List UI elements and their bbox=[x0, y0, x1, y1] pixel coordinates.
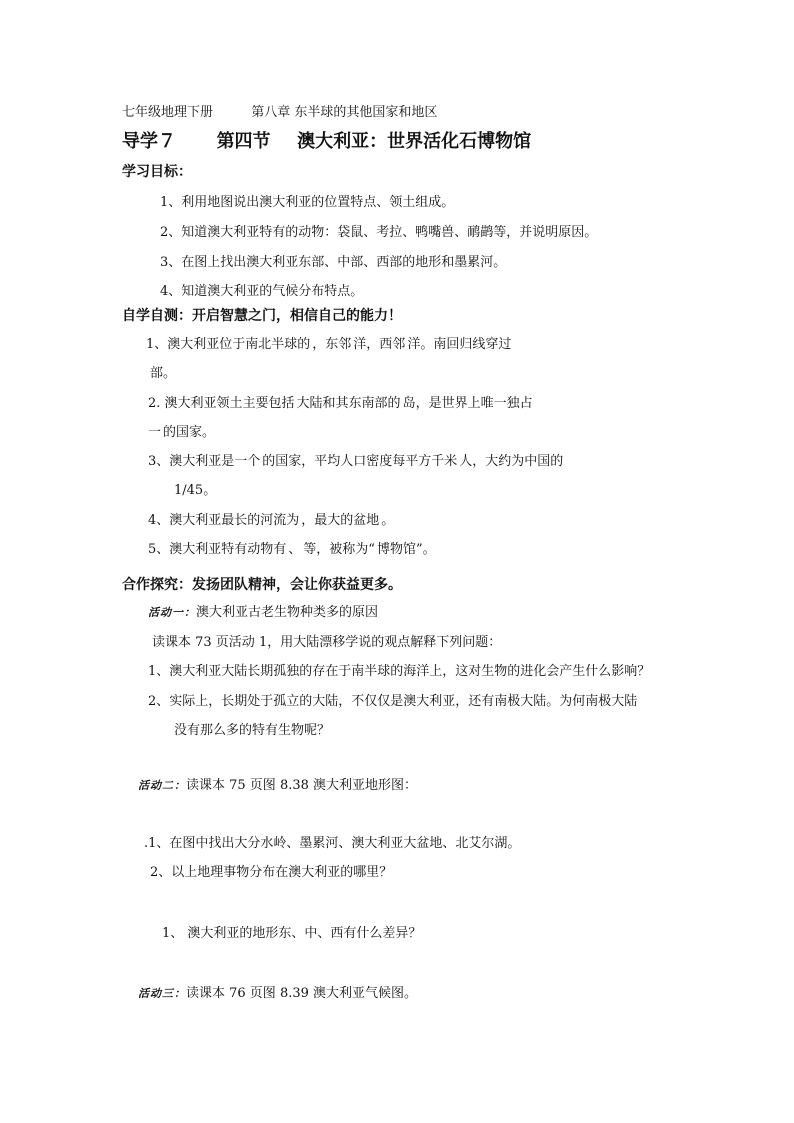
goals-heading: 学习目标： bbox=[122, 164, 192, 180]
activity-2-q3: 1、 澳大利亚的地形东、中、西有什么差异？ bbox=[162, 926, 422, 941]
q3-text-c: 人，大约为中国的 bbox=[459, 454, 564, 469]
selftest-q2-line1 bbox=[148, 395, 533, 415]
selftest-q2-line2 bbox=[148, 424, 215, 444]
q1-text-e: 部。 bbox=[150, 366, 177, 381]
q3-text-b: 的国家，平均人口密度每平方千米 bbox=[262, 454, 458, 469]
q1-text-b: ，东邻 bbox=[312, 337, 352, 352]
q4-text-c: 。 bbox=[381, 513, 395, 528]
activity-3-tag: 活动三： bbox=[138, 987, 186, 1000]
activity-1-title: 澳大利亚古老生物种类多的原因 bbox=[196, 605, 379, 620]
header-line bbox=[122, 104, 437, 122]
title-topic: 澳大利亚：世界活化石博物馆 bbox=[297, 131, 532, 152]
q5-text-d: 博物馆”。 bbox=[376, 542, 436, 557]
goal-item-1: 1、利用地图说出澳大利亚的位置特点、领土组成。 bbox=[160, 195, 455, 210]
activity-2-q2: 2、以上地理事物分布在澳大利亚的哪里？ bbox=[150, 865, 393, 880]
goal-item-2: 2、知道澳大利亚特有的动物：袋鼠、考拉、鸭嘴兽、鸸鹋等，并说明原因。 bbox=[160, 225, 598, 240]
goal-item-3: 3、在图上找出澳大利亚东部、中部、西部的地形和墨累河。 bbox=[160, 255, 507, 270]
selftest-q4 bbox=[148, 512, 394, 532]
q1-text-c: 洋，西邻 bbox=[353, 337, 406, 352]
coop-heading: 合作探究：发扬团队精神，会让你获益更多。 bbox=[122, 577, 402, 593]
page-title bbox=[122, 130, 531, 154]
activity-3-title: 读课本 76 页图 8.39 澳大利亚气候图。 bbox=[186, 986, 418, 1001]
goal-item-4: 4、知道澳大利亚的气候分布特点。 bbox=[160, 284, 364, 299]
header-chapter: 第八章 东半球的其他国家和地区 bbox=[251, 105, 438, 120]
selftest-q1-line2 bbox=[148, 365, 176, 385]
activity-2-q1: .1、在图中找出大分水岭、墨累河、澳大利亚大盆地、北艾尔湖。 bbox=[144, 836, 521, 851]
activity-1-tag: 活动一： bbox=[148, 606, 196, 619]
q1-text-d: 洋。南回归线穿过 bbox=[407, 337, 512, 352]
activity-2-title: 读课本 75 页图 8.38 澳大利亚地形图： bbox=[186, 778, 418, 793]
q2-text-d: 一 bbox=[148, 425, 162, 440]
selftest-q3-line2: 1/45。 bbox=[174, 483, 217, 498]
activity-2-header bbox=[138, 777, 417, 795]
q5-text-b: 、 bbox=[288, 542, 302, 557]
q2-text-b: 大陆和其东南部的 bbox=[296, 396, 401, 411]
q4-text-a: 4、澳大利亚最长的河流为 bbox=[148, 513, 300, 528]
selftest-q1-line1 bbox=[146, 336, 511, 356]
activity-1-q1: 1、澳大利亚大陆长期孤独的存在于南半球的海洋上，这对生物的进化会产生什么影响？ bbox=[148, 664, 651, 679]
activity-1-intro: 读课本 73 页活动 1，用大陆漂移学说的观点解释下列问题： bbox=[152, 635, 502, 650]
activity-2-tag: 活动二： bbox=[138, 779, 186, 792]
q1-text-a: 1、澳大利亚位于南北半球的 bbox=[146, 337, 311, 352]
q2-text-a: 2. 澳大利亚领土主要包括 bbox=[148, 396, 295, 411]
q5-text-c: 等，被称为“ bbox=[303, 542, 375, 557]
q4-text-b: ，最大的盆地 bbox=[301, 513, 380, 528]
q2-text-c: 岛，是世界上唯一独占 bbox=[402, 396, 533, 411]
selftest-q3-line1 bbox=[148, 453, 563, 473]
q5-text-a: 5、澳大利亚特有动物有 bbox=[148, 542, 287, 557]
activity-3-header bbox=[138, 985, 417, 1003]
header-grade: 七年级地理下册 bbox=[122, 105, 214, 120]
q2-text-e: 的国家。 bbox=[163, 425, 216, 440]
title-section: 第四节 bbox=[216, 131, 271, 152]
title-lesson: 导学７ bbox=[122, 131, 176, 152]
selftest-heading: 自学自测：开启智慧之门，相信自己的能力！ bbox=[122, 308, 402, 324]
selftest-q5 bbox=[148, 541, 436, 561]
activity-1-q2-line1: 2、实际上，长期处于孤立的大陆，不仅仅是澳大利亚，还有南极大陆。为何南极大陆 bbox=[148, 694, 638, 709]
activity-1-header bbox=[148, 604, 378, 622]
q3-text-a: 3、澳大利亚是一个 bbox=[148, 454, 261, 469]
activity-1-q2-line2: 没有那么多的特有生物呢？ bbox=[174, 723, 331, 738]
